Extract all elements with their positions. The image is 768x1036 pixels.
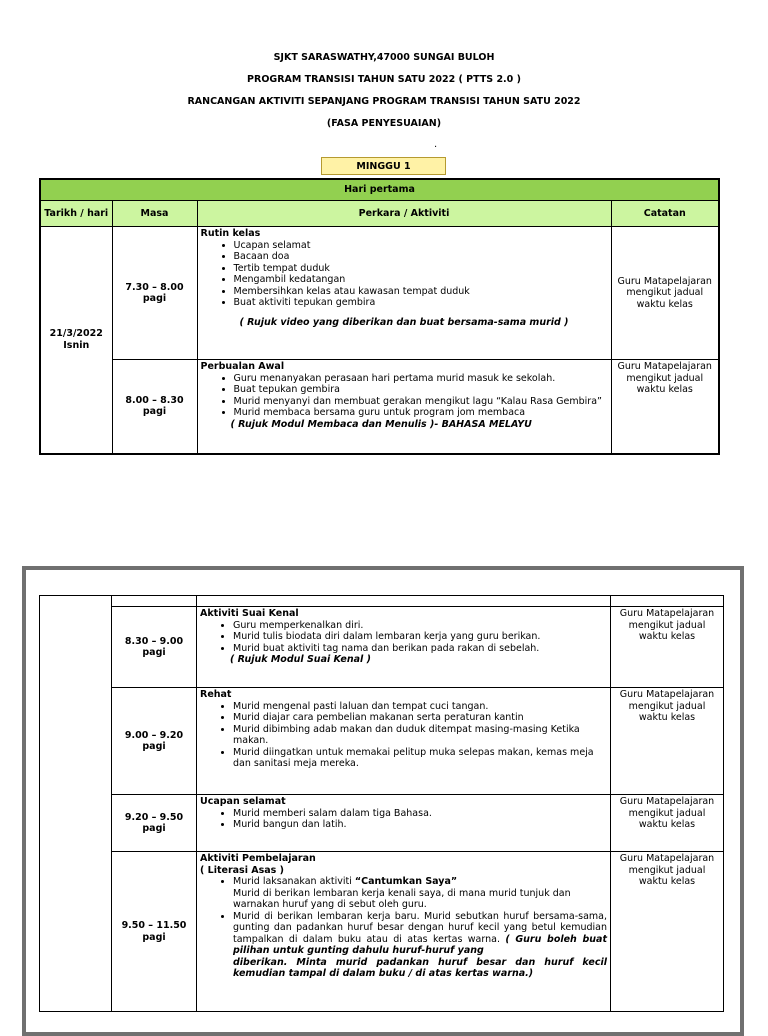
empty-cell — [112, 596, 197, 607]
activity-note: ( Rujuk video yang diberikan dan buat bersama-sama murid ) — [239, 316, 569, 328]
activity-cell — [197, 227, 611, 360]
col-notes-header: Catatan — [611, 201, 719, 227]
list-item: • Murid memberi salam dalam tiga Bahasa. — [233, 808, 607, 820]
activity-title: Perbualan Awal — [200, 361, 285, 372]
col-activity-header: Perkara / Aktiviti — [197, 201, 611, 227]
activity-title: Ucapan selamat — [200, 796, 286, 807]
time-cell: 8.00 – 8.30 pagi — [112, 360, 197, 454]
activity-title: Rutin kelas — [200, 228, 261, 239]
list-item: • Guru memperkenalkan diri. — [233, 620, 607, 632]
school-name: SJKT SARASWATHY,47000 SUNGAI BULOH — [273, 52, 495, 63]
activity-list — [201, 240, 608, 309]
activity-cell — [197, 688, 611, 795]
activity-list — [200, 701, 607, 770]
item-highlight: “Cantumkan Saya” — [354, 876, 458, 887]
empty-cell — [197, 596, 611, 607]
time-cell: 8.30 – 9.00 pagi — [112, 607, 197, 688]
activity-subtitle: ( Literasi Asas ) — [200, 864, 284, 876]
notes-cell: Guru Matapelajaran mengikut jadual waktu kelas — [611, 227, 719, 360]
header-dot: . — [434, 139, 438, 150]
time-cell: 7.30 – 8.00 pagi — [112, 227, 197, 360]
col-time-header: Masa — [112, 201, 197, 227]
week-label: MINGGU 1 — [321, 157, 446, 175]
activity-cell — [197, 360, 611, 454]
phase-title: (FASA PENYESUAIAN) — [326, 118, 442, 129]
date-cell-empty — [40, 596, 112, 1012]
list-item: • Murid mengenal pasti laluan dan tempat cuci tangan. — [233, 701, 607, 713]
activity-list — [200, 620, 607, 655]
item-note-continued: diberikan. Minta murid padankan huruf besar dan huruf kecil kemudian tampal di dalam buku / di atas kertas warna.) — [233, 956, 607, 979]
item-note: ( Guru boleh buat pilihan untuk gunting dahulu huruf-huruf yang — [233, 933, 607, 956]
list-item: • Murid buat aktiviti tag nama dan berikan pada rakan di sebelah. — [233, 643, 607, 655]
activity-title: Rehat — [200, 689, 232, 700]
item-text: Murid di berikan lembaran kerja baru. Murid sebutkan huruf bersama-sama, gunting dan padankan huruf besar dengan huruf kecil yang betul kemudian tampalkan di dalam buku atau di atas kertas warna. — [233, 910, 607, 945]
date-cell — [40, 227, 112, 454]
day-value: Isnin — [63, 339, 90, 351]
list-item: • Ucapan selamat — [234, 240, 608, 252]
activity-cell — [197, 795, 611, 852]
activity-title: Aktiviti Suai Kenal — [200, 608, 299, 619]
item-text: Murid laksanakan aktiviti — [233, 876, 355, 887]
activity-list — [200, 808, 607, 831]
list-item: • Murid dibimbing adab makan dan duduk ditempat masing-masing Ketika makan. — [233, 724, 607, 747]
schedule-table-page1 — [39, 178, 720, 455]
list-item: • Mengambil kedatangan — [234, 274, 608, 286]
notes-cell: Guru Matapelajaran mengikut jadual waktu kelas — [611, 607, 724, 688]
list-item: • Murid membaca bersama guru untuk program jom membaca — [234, 407, 608, 419]
notes-cell: Guru Matapelajaran mengikut jadual waktu kelas — [611, 795, 724, 852]
activity-note: ( Rujuk Modul Membaca dan Menulis )- BAHASA MELAYU — [230, 418, 532, 430]
list-item: • Membersihkan kelas atau kawasan tempat duduk — [234, 286, 608, 298]
list-item: • Guru menanyakan perasaan hari pertama murid masuk ke sekolah. — [234, 373, 608, 385]
list-item: • Buat aktiviti tepukan gembira — [234, 297, 608, 309]
activity-title: Aktiviti Pembelajaran — [200, 853, 316, 864]
notes-cell: Guru Matapelajaran mengikut jadual waktu kelas — [611, 852, 724, 1012]
notes-cell: Guru Matapelajaran mengikut jadual waktu kelas — [611, 360, 719, 454]
time-cell: 9.20 – 9.50 pagi — [112, 795, 197, 852]
list-item: • Murid diingatkan untuk memakai pelitup muka selepas makan, kemas meja dan sanitasi meja mereka. — [233, 747, 607, 770]
list-item: • Murid diajar cara pembelian makanan serta peraturan kantin — [233, 712, 607, 724]
list-item: • Tertib tempat duduk — [234, 263, 608, 275]
activity-note: ( Rujuk Modul Suai Kenal ) — [230, 654, 371, 665]
item-description: Murid di berikan lembaran kerja kenali saya, di mana murid tunjuk dan warnakan huruf yang di sebut oleh guru. — [233, 887, 571, 910]
list-item — [233, 911, 607, 980]
activity-cell — [197, 607, 611, 688]
schedule-table-page2 — [39, 595, 724, 1012]
program-title: PROGRAM TRANSISI TAHUN SATU 2022 ( PTTS 2.0 ) — [247, 74, 521, 85]
activity-cell — [197, 852, 611, 1012]
list-item: • Murid tulis biodata diri dalam lembaran kerja yang guru berikan. — [233, 631, 607, 643]
list-item: • Murid menyanyi dan membuat gerakan mengikut lagu “Kalau Rasa Gembira” — [234, 396, 608, 408]
date-value: 21/3/2022 — [49, 328, 103, 340]
list-item: • Buat tepukan gembira — [234, 384, 608, 396]
notes-cell: Guru Matapelajaran mengikut jadual waktu kelas — [611, 688, 724, 795]
empty-cell — [611, 596, 724, 607]
col-date-header: Tarikh / hari — [40, 201, 112, 227]
time-cell: 9.50 – 11.50 pagi — [112, 852, 197, 1012]
plan-title: RANCANGAN AKTIVITI SEPANJANG PROGRAM TRANSISI TAHUN SATU 2022 — [187, 96, 581, 107]
activity-list — [201, 373, 608, 419]
activity-list — [200, 876, 607, 980]
time-cell: 9.00 – 9.20 pagi — [112, 688, 197, 795]
list-item: • Bacaan doa — [234, 251, 608, 263]
list-item — [233, 876, 607, 911]
day-banner: Hari pertama — [40, 179, 719, 201]
list-item: • Murid bangun dan latih. — [233, 819, 607, 831]
